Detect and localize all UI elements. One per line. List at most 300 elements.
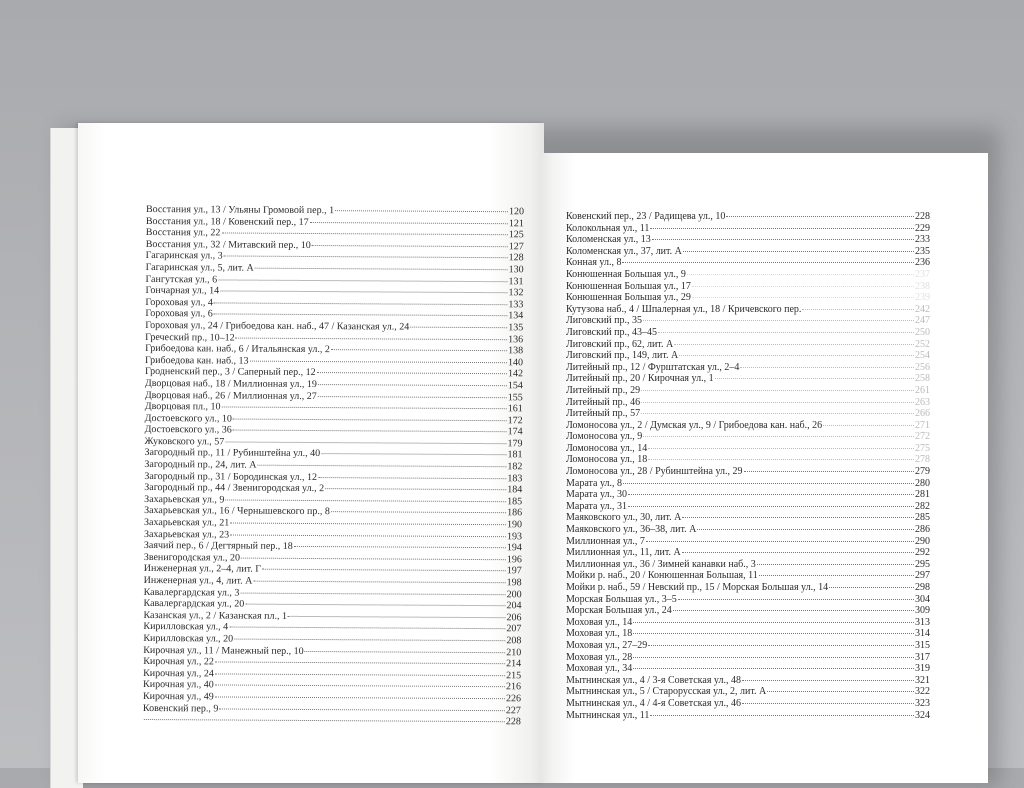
dot-leader [233, 418, 507, 421]
toc-entry-page-number: 140 [508, 356, 524, 369]
dot-leader [215, 696, 505, 699]
dot-leader [325, 488, 506, 490]
toc-entry-page-number: 261 [915, 384, 930, 396]
toc-entry-title: Кирочная ул., 22 [143, 656, 214, 668]
toc-entry-title: Мытнинская ул., 5 / Старорусская ул., 2, лит. А [566, 686, 767, 698]
toc-entry-page-number: 252 [915, 338, 930, 350]
toc-entry-title: Восстания ул., 32 / Митавский пер., 10 [145, 238, 311, 251]
dot-leader [633, 657, 914, 658]
toc-entry-page-number: 250 [915, 326, 930, 338]
dot-leader [757, 564, 914, 565]
dot-leader [687, 274, 914, 275]
toc-entry-page-number: 297 [915, 570, 930, 582]
toc-entry [566, 211, 930, 223]
toc-entry-title: Лиговский пр., 149, лит. А [566, 350, 679, 362]
toc-entry-title: Литейный пр., 12 / Фурштатская ул., 2–4 [566, 361, 740, 373]
toc-entry [566, 350, 930, 362]
toc-entry [566, 327, 930, 339]
dot-leader [310, 222, 508, 224]
toc-entry-title: Инженерная ул., 4, лит. А [143, 574, 253, 587]
dot-leader [823, 425, 914, 426]
toc-entry-page-number: 242 [915, 303, 930, 315]
toc-entry-title: Ломоносова ул., 28 / Рубинштейна ул., 29 [566, 466, 743, 478]
toc-entry-title: Лиговский пр., 43–45 [566, 326, 658, 338]
dot-leader [726, 216, 914, 217]
dot-leader [230, 523, 506, 526]
toc-entry-page-number: 193 [506, 530, 523, 542]
toc-entry-page-number: 236 [915, 257, 930, 269]
toc-entry-title: Жуковского ул., 57 [144, 435, 225, 448]
dot-leader [253, 581, 505, 584]
toc-entry-page-number: 128 [508, 252, 524, 264]
toc-entry-title: Моховая ул., 18 [566, 628, 633, 640]
dot-leader [220, 291, 507, 294]
toc-entry-page-number: 135 [508, 322, 524, 334]
toc-entry-page-number: 206 [506, 611, 522, 624]
toc-entry-title: Морская Большая ул., 24 [566, 605, 672, 617]
toc-entry [566, 570, 930, 582]
toc-entry-page-number: 239 [915, 292, 930, 304]
toc-entry-title: Морская Большая ул., 3–5 [566, 593, 677, 605]
toc-entry-page-number: 256 [915, 361, 930, 373]
toc-entry-title: Дворцовая наб., 18 / Миллионная ул., 19 [144, 377, 317, 390]
toc-entry-title: Кирочная ул., 11 / Манежный пер., 10 [143, 644, 304, 657]
toc-entry [566, 443, 930, 455]
dot-leader [245, 604, 505, 607]
toc-entry-page-number: 130 [508, 264, 524, 276]
toc-entry-title: Гороховая ул., 24 / Грибоедова кан. наб., 47 / Казанская ул., 24 [145, 319, 410, 333]
toc-entry-title: Гагаринская ул., 5, лит. А [145, 261, 254, 274]
toc-entry [566, 524, 930, 536]
toc-entry-page-number: 185 [507, 496, 523, 508]
toc-entry [566, 246, 930, 258]
dot-leader [331, 512, 506, 514]
toc-entry-page-number: 238 [915, 280, 930, 292]
toc-entry-title: Литейный пр., 46 [566, 396, 641, 408]
toc-entry-title: Марата ул., 30 [566, 489, 627, 501]
toc-entry-title: Гончарная ул., 14 [145, 285, 220, 297]
dot-leader [802, 309, 914, 310]
toc-entry-page-number: 125 [508, 229, 524, 241]
dot-leader [648, 459, 914, 460]
dot-leader [658, 332, 914, 333]
dot-leader [215, 685, 505, 688]
toc-entry-page-number: 210 [506, 646, 522, 658]
toc-entry [566, 269, 930, 281]
dot-leader [234, 639, 505, 642]
toc-entry-title: Марата ул., 31 [566, 500, 627, 512]
toc-entry-title: Колокольная ул., 11 [566, 222, 650, 234]
toc-entry-page-number: 142 [507, 368, 524, 380]
toc-entry-page-number: 182 [507, 461, 523, 473]
toc-entry-page-number: 207 [506, 623, 522, 635]
toc-entry-title: Ковенский пер., 9 [142, 702, 219, 714]
toc-entry-title: Миллионная ул., 11, лит. А [566, 547, 681, 559]
toc-entry-page-number: 214 [506, 658, 522, 670]
dot-leader [229, 627, 505, 630]
toc-entry-page-number: 186 [507, 507, 523, 519]
toc-entry-page-number: 233 [915, 234, 930, 246]
dot-leader [318, 396, 507, 398]
toc-entry [566, 223, 930, 235]
toc-entry-title: Марата ул., 8 [566, 477, 622, 489]
toc-entry [566, 512, 930, 524]
toc-entry [566, 408, 930, 420]
dot-leader [222, 407, 507, 410]
toc-entry [566, 362, 930, 374]
dot-leader [692, 286, 914, 287]
toc-entry-title: Миллионная ул., 36 / Зимней канавки наб., 3 [566, 558, 756, 570]
dot-leader [744, 471, 915, 472]
dot-leader [648, 645, 914, 646]
toc-entry-title: Конная ул., 8 [566, 257, 622, 269]
toc-entry-page-number: 321 [915, 674, 930, 686]
toc-entry-page-number: 215 [506, 669, 522, 682]
dot-leader [233, 430, 507, 433]
toc-entry-page-number: 254 [915, 350, 930, 362]
dot-leader [692, 297, 914, 298]
dot-leader [650, 715, 914, 716]
toc-entry-page-number: 155 [507, 391, 523, 403]
dot-leader [633, 633, 914, 634]
toc-entry [566, 501, 930, 513]
toc-entry-title: Кирилловская ул., 20 [143, 632, 234, 645]
dot-leader [697, 529, 914, 530]
dot-leader [641, 402, 914, 403]
dot-leader [674, 344, 914, 345]
toc-entry-page-number: 216 [506, 681, 522, 693]
toc-entry-title: Греческий пр., 10–12 [145, 331, 235, 344]
toc-entry [566, 640, 930, 652]
toc-entry-page-number: 184 [507, 484, 523, 496]
toc-entry-page-number: 228 [505, 716, 521, 728]
dot-leader [317, 372, 507, 374]
toc-entry-title: Достоевского ул., 36 [144, 424, 232, 436]
toc-entry-page-number: 127 [508, 240, 524, 253]
toc-entry-page-number: 197 [506, 565, 522, 577]
dot-leader [628, 506, 914, 507]
toc-entry-title: Захарьевская ул., 9 [144, 493, 225, 506]
toc-entry-title: Кирочная ул., 49 [142, 690, 214, 703]
toc-entry-page-number: 154 [507, 380, 523, 392]
toc-entry-title: Ломоносова ул., 14 [566, 442, 648, 454]
toc-entry-page-number: 309 [915, 605, 930, 617]
toc-entry-page-number: 133 [508, 298, 524, 311]
toc-entry-title: Загородный пр., 24, лит. А [144, 459, 257, 471]
toc-entry-title: Литейный пр., 29 [566, 384, 641, 396]
dot-leader [622, 262, 914, 263]
toc-entry-page-number: 258 [915, 373, 930, 385]
toc-entry-page-number: 323 [915, 697, 930, 709]
dot-leader [742, 703, 914, 704]
dot-leader [335, 210, 508, 212]
dot-leader [225, 499, 506, 502]
toc-entry [566, 628, 930, 640]
dot-leader [318, 477, 506, 479]
toc-entry-title: Ломоносова ул., 9 [566, 431, 643, 443]
toc-entry-title: Восстания ул., 22 [145, 227, 221, 239]
toc-entry-title: Гороховая ул., 4 [145, 296, 213, 309]
toc-entry-page-number: 200 [506, 588, 522, 600]
toc-entry [566, 686, 930, 698]
toc-entry-title: Конюшенная Большая ул., 17 [566, 280, 691, 292]
toc-entry-title: Лиговский пр., 62, лит. А [566, 338, 674, 350]
dot-leader [331, 349, 507, 351]
toc-entry [566, 617, 930, 629]
dot-leader [241, 557, 506, 560]
toc-entry-title: Кавалергардская ул., 20 [143, 598, 245, 610]
toc-entry [566, 315, 930, 327]
dot-leader [219, 708, 505, 711]
toc-entry-page-number: 229 [915, 222, 930, 234]
dot-leader [641, 413, 914, 414]
toc-entry-page-number: 315 [915, 639, 930, 651]
toc-entry-page-number: 280 [915, 477, 930, 489]
toc-entry-page-number: 134 [508, 310, 524, 322]
toc-entry-title: Кавалергардская ул., 3 [143, 586, 240, 599]
toc-entry-title: Моховая ул., 27–29 [566, 639, 648, 651]
dot-leader [240, 592, 505, 595]
toc-entry-page-number: 319 [915, 663, 930, 675]
toc-entry-page-number: 282 [915, 500, 930, 512]
toc-entry-title: Моховая ул., 14 [566, 616, 633, 628]
toc-entry [566, 281, 930, 293]
toc-entry-page-number: 204 [506, 600, 522, 612]
toc-entry-page-number: 161 [507, 403, 523, 415]
toc-entry-title: Ломоносова ул., 18 [566, 454, 648, 466]
toc-entry [566, 489, 930, 501]
toc-entry [566, 605, 930, 617]
toc-entry-page-number: 281 [915, 489, 930, 501]
toc-entry-title: Мойки р. наб., 59 / Невский пр., 15 / Морская Большая ул., 14 [566, 582, 829, 593]
toc-entry-page-number: 172 [507, 414, 523, 426]
toc-entry-title: Гродненский пер., 3 / Саперный пер., 12 [144, 366, 316, 379]
toc-entry [566, 420, 930, 432]
dot-leader [715, 378, 914, 379]
toc-entry-page-number: 285 [915, 512, 930, 524]
toc-entry-title: Загородный пр., 44 / Звенигородская ул., 2 [144, 482, 325, 495]
toc-entry [566, 466, 930, 478]
toc-entry-page-number: 286 [915, 524, 930, 536]
toc-entry-page-number: 279 [915, 466, 930, 478]
toc-entry-title: Кирочная ул., 40 [143, 679, 214, 691]
dot-leader [742, 680, 914, 681]
dot-leader [682, 517, 914, 518]
toc-entry-page-number: 179 [507, 438, 523, 450]
toc-entry-title: Миллионная ул., 7 [566, 535, 645, 547]
toc-entry-page-number: 271 [915, 419, 930, 431]
toc-entry-page-number: 278 [915, 454, 930, 466]
dot-leader [410, 327, 507, 329]
toc-entry-page-number: 131 [508, 275, 524, 287]
dot-leader [643, 436, 914, 437]
toc-entry-title: Загородный пр., 11 / Рубинштейна ул., 40 [144, 447, 321, 460]
dot-leader [288, 616, 506, 618]
toc-entry-title: Звенигородская ул., 20 [143, 551, 241, 564]
toc-entry-page-number: 190 [507, 519, 523, 531]
dot-leader [646, 541, 914, 542]
toc-entry-title: Грибоедова кан. наб., 6 / Итальянская ул., 2 [145, 343, 330, 356]
toc-entry-page-number: 198 [506, 577, 522, 589]
toc-entry-page-number: 317 [915, 651, 930, 663]
dot-leader [257, 465, 506, 468]
dot-leader [255, 268, 508, 271]
dot-leader [318, 384, 507, 386]
toc-entry-page-number: 121 [508, 217, 524, 229]
dot-leader [221, 233, 507, 236]
toc-entry-title: Гагаринская ул., 3 [145, 250, 223, 262]
dot-leader [224, 256, 508, 259]
toc-entry-page-number: 263 [915, 396, 930, 408]
toc-entry-title: Конюшенная Большая ул., 9 [566, 268, 686, 280]
toc-entry [566, 675, 930, 687]
dot-leader [215, 673, 505, 676]
toc-entry-page-number: 183 [507, 472, 523, 484]
toc-entry [566, 536, 930, 548]
toc-entry [566, 257, 930, 269]
toc-entry-page-number: 247 [915, 315, 930, 327]
toc-entry-title: Гангутская ул., 6 [145, 273, 218, 285]
dot-leader [652, 239, 914, 240]
toc-entry-title: Захарьевская ул., 16 / Чернышевского пр., 8 [144, 505, 330, 518]
toc-entry-page-number: 132 [508, 287, 524, 299]
dot-leader [633, 622, 914, 623]
toc-entry-title: Конюшенная Большая ул., 29 [566, 292, 691, 304]
dot-leader [230, 534, 506, 537]
dot-leader [225, 441, 506, 444]
dot-leader [682, 552, 914, 553]
dot-leader [628, 494, 914, 495]
toc-entry-title: Ломоносова ул., 2 / Думская ул., 9 / Грибоедова кан. наб., 26 [566, 419, 823, 431]
toc-entry-title: Инженерная ул., 2–4, лит. Г [143, 563, 262, 576]
toc-entry-title: Кирилловская ул., 4 [143, 621, 229, 633]
toc-entry [566, 594, 930, 606]
toc-entry-page-number: 322 [915, 686, 930, 698]
toc-entry-page-number: 174 [507, 426, 523, 438]
right-page-toc [566, 211, 930, 721]
toc-entry-title: Дворцовая наб., 26 / Миллионная ул., 27 [144, 389, 317, 402]
dot-leader [767, 691, 914, 692]
dot-leader [305, 651, 506, 653]
toc-entry-page-number: 292 [915, 547, 930, 559]
toc-entry [566, 397, 930, 409]
toc-entry-title: Моховая ул., 34 [566, 663, 633, 675]
dot-leader [648, 448, 914, 449]
toc-entry [566, 431, 930, 443]
toc-entry-title: Мытнинская ул., 4 / 3-я Советская ул., 48 [566, 674, 741, 686]
toc-entry-title: Казанская ул., 2 / Казанская пл., 1 [143, 609, 288, 622]
toc-entry-page-number: 295 [915, 558, 930, 570]
toc-entry-title: Ковенский пер., 23 / Радищева ул., 10 [566, 211, 726, 222]
toc-entry-title: Кирочная ул., 24 [143, 667, 214, 680]
toc-entry [566, 339, 930, 351]
toc-entry-title: Гороховая ул., 6 [145, 308, 213, 320]
toc-entry-page-number: 208 [506, 635, 522, 647]
toc-entry-title: Лиговский пр., 35 [566, 315, 643, 327]
toc-entry-page-number: 266 [915, 408, 930, 420]
toc-entry-title: Мойки р. наб., 20 / Конюшенная Большая, 11 [566, 570, 758, 582]
toc-entry-page-number: 290 [915, 535, 930, 547]
dot-leader [262, 569, 506, 571]
toc-entry-title: Захарьевская ул., 21 [144, 517, 230, 529]
toc-entry-title: Мытнинская ул., 4 / 4-я Советская ул., 46 [566, 697, 741, 709]
toc-entry-title: Кутузова наб., 4 / Шпалерная ул., 18 / Кричевского пер. [566, 303, 802, 315]
toc-entry-title: Мытнинская ул., 11 [566, 709, 650, 721]
toc-entry [566, 234, 930, 246]
dot-leader [321, 454, 506, 456]
toc-entry [566, 652, 930, 664]
toc-entry [566, 559, 930, 571]
toc-entry [566, 292, 930, 304]
dot-leader [650, 228, 914, 229]
toc-entry [566, 478, 930, 490]
toc-entry [566, 710, 930, 722]
toc-entry-page-number: 298 [915, 582, 930, 593]
dot-leader [673, 610, 914, 611]
toc-entry-title: Коломенская ул., 37, лит. А [566, 245, 682, 257]
toc-entry-page-number: 314 [915, 628, 930, 640]
dot-leader [214, 314, 508, 317]
toc-entry-page-number: 304 [915, 593, 930, 605]
dot-leader [144, 719, 505, 722]
left-page-toc [143, 204, 524, 728]
toc-entry-page-number: 194 [506, 542, 522, 554]
toc-entry-title: Маяковского ул., 30, лит. А [566, 512, 682, 524]
toc-entry [143, 714, 521, 728]
toc-entry-title: Дворцовая пл., 10 [144, 401, 221, 413]
dot-leader [683, 251, 914, 252]
toc-entry-page-number: 272 [915, 431, 930, 443]
toc-entry-page-number: 324 [915, 709, 930, 721]
toc-entry-page-number: 235 [915, 245, 930, 257]
dot-leader [633, 668, 914, 669]
toc-entry-title: Достоевского ул., 10 [144, 412, 232, 425]
dot-leader [759, 575, 914, 576]
dot-leader [312, 245, 508, 247]
dot-leader [250, 360, 507, 363]
toc-entry-title: Моховая ул., 28 [566, 651, 633, 663]
toc-entry-page-number: 275 [915, 442, 930, 454]
dot-leader [740, 367, 914, 368]
toc-entry-title: Грибоедова кан. наб., 13 [145, 354, 249, 367]
dot-leader [214, 302, 508, 305]
toc-entry [566, 663, 930, 675]
toc-entry-title: Литейный пр., 20 / Кирочная ул., 1 [566, 373, 714, 385]
dot-leader [218, 279, 507, 282]
toc-entry-page-number: 226 [505, 693, 522, 705]
toc-entry-title: Восстания ул., 18 / Ковенский пер., 17 [145, 215, 309, 228]
toc-entry [566, 582, 930, 594]
dot-leader [215, 662, 505, 665]
toc-entry-title: Коломенская ул., 13 [566, 234, 651, 246]
dot-leader [623, 483, 914, 484]
toc-entry-title: Загородный пр., 31 / Бородинская ул., 12 [144, 470, 318, 483]
toc-entry-page-number: 136 [508, 333, 524, 345]
toc-entry-title: Маяковского ул., 36–38, лит. А [566, 524, 697, 536]
toc-entry-page-number: 181 [507, 449, 523, 461]
dot-leader [829, 587, 914, 588]
toc-entry [566, 547, 930, 559]
toc-entry-page-number: 120 [508, 206, 524, 218]
toc-entry-title: Заячий пер., 6 / Дегтярный пер., 18 [143, 540, 293, 553]
toc-entry-page-number: 227 [505, 704, 521, 716]
toc-entry-page-number: 196 [506, 554, 522, 566]
toc-entry-page-number: 313 [915, 616, 930, 628]
toc-entry [566, 698, 930, 710]
toc-entry-page-number: 237 [915, 268, 930, 280]
dot-leader [679, 355, 914, 356]
toc-entry [566, 304, 930, 316]
